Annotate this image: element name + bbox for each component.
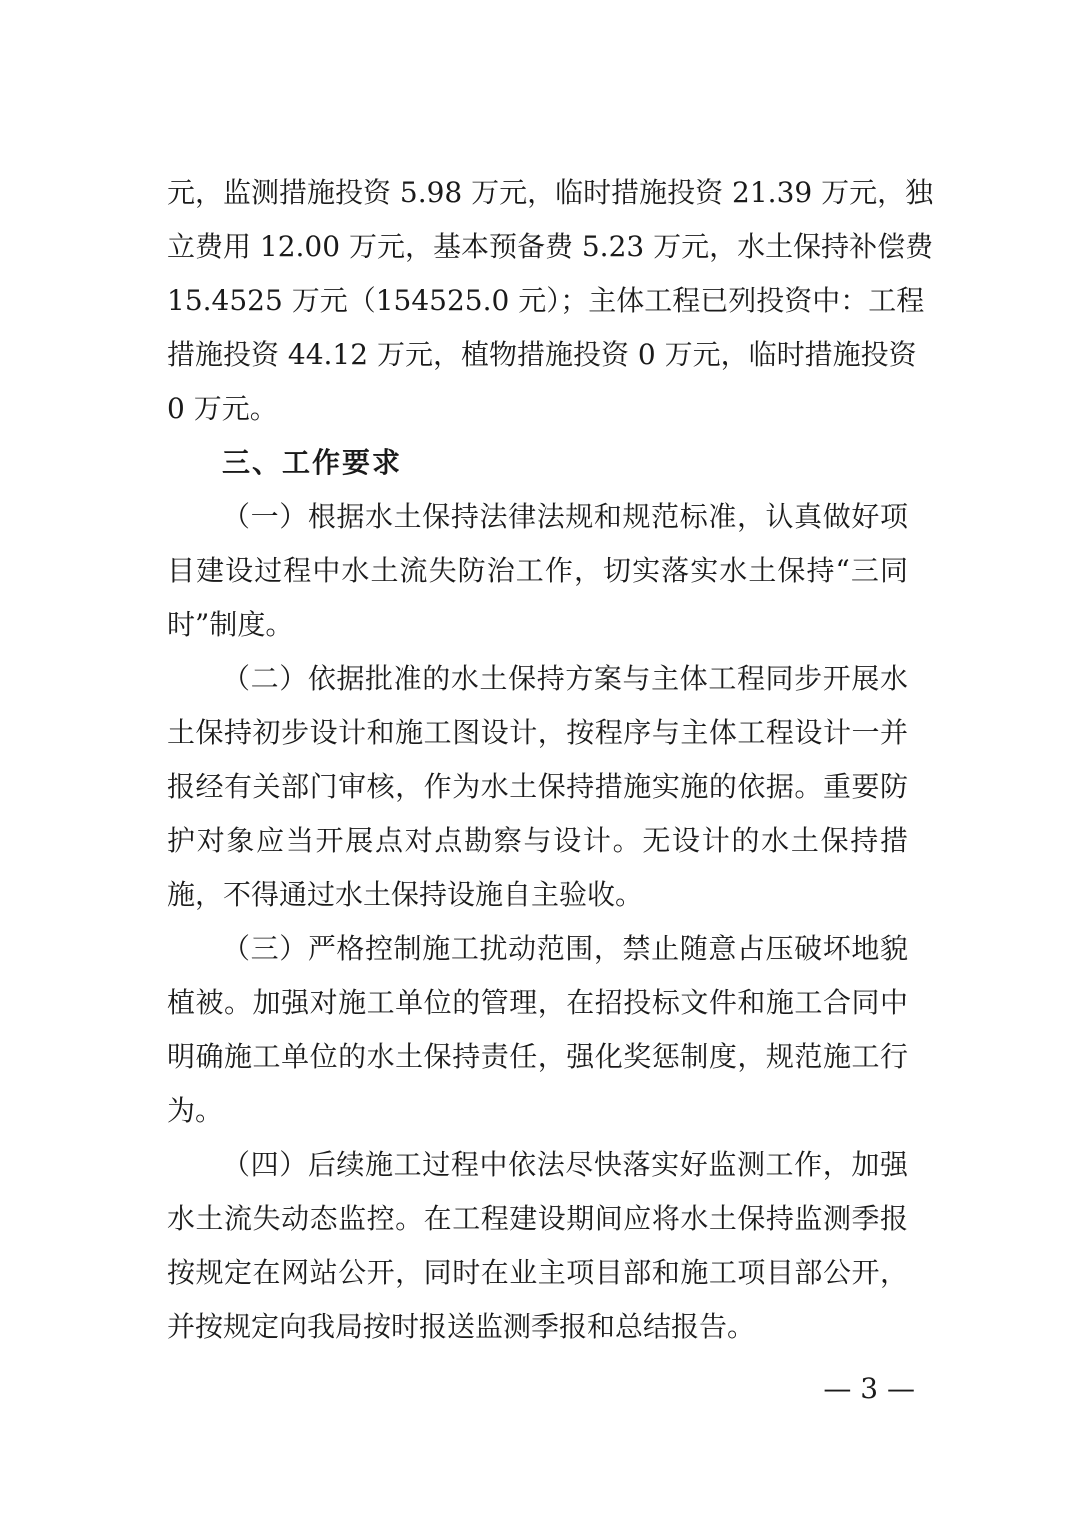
paragraph-line: 施，不得通过水土保持设施自主验收。: [167, 878, 644, 911]
paragraph-line: 15.4525 万元（154525.0 元）；主体工程已列投资中：工程: [167, 284, 925, 317]
paragraph-line: 土保持初步设计和施工图设计，按程序与主体工程设计一并: [167, 716, 908, 749]
paragraph-line: （三）严格控制施工扰动范围，禁止随意占压破坏地貌: [222, 932, 908, 965]
paragraph-line: 水土流失动态监控。在工程建设期间应将水土保持监测季报: [167, 1202, 908, 1235]
paragraph-line: 措施投资 44.12 万元，植物措施投资 0 万元，临时措施投资: [167, 338, 917, 371]
paragraph-line: 目建设过程中水土流失防治工作，切实落实水土保持“三同: [167, 554, 908, 587]
paragraph-line: （二）依据批准的水土保持方案与主体工程同步开展水: [222, 662, 908, 695]
paragraph-line: 时”制度。: [167, 608, 294, 641]
paragraph-line: 元，监测措施投资 5.98 万元，临时措施投资 21.39 万元，独: [167, 176, 934, 209]
section-heading: 三、工作要求: [222, 446, 403, 479]
paragraph-line: 报经有关部门审核，作为水土保持措施实施的依据。重要防: [167, 770, 908, 803]
paragraph-line: 按规定在网站公开，同时在业主项目部和施工项目部公开，: [167, 1256, 908, 1289]
paragraph-line: 立费用 12.00 万元，基本预备费 5.23 万元，水土保持补偿费: [167, 230, 934, 263]
paragraph-line: 明确施工单位的水土保持责任，强化奖惩制度，规范施工行: [167, 1040, 908, 1073]
paragraph-line: 0 万元。: [167, 392, 278, 425]
paragraph-line: （四）后续施工过程中依法尽快落实好监测工作，加强: [222, 1148, 908, 1181]
paragraph-line: 护对象应当开展点对点勘察与设计。无设计的水土保持措: [167, 824, 908, 857]
paragraph-line: 并按规定向我局按时报送监测季报和总结报告。: [167, 1310, 756, 1343]
paragraph-line: 为。: [167, 1094, 224, 1127]
page-number: — 3 —: [823, 1372, 915, 1405]
paragraph-line: （一）根据水土保持法律法规和规范标准，认真做好项: [222, 500, 908, 533]
paragraph-line: 植被。加强对施工单位的管理，在招投标文件和施工合同中: [167, 986, 908, 1019]
